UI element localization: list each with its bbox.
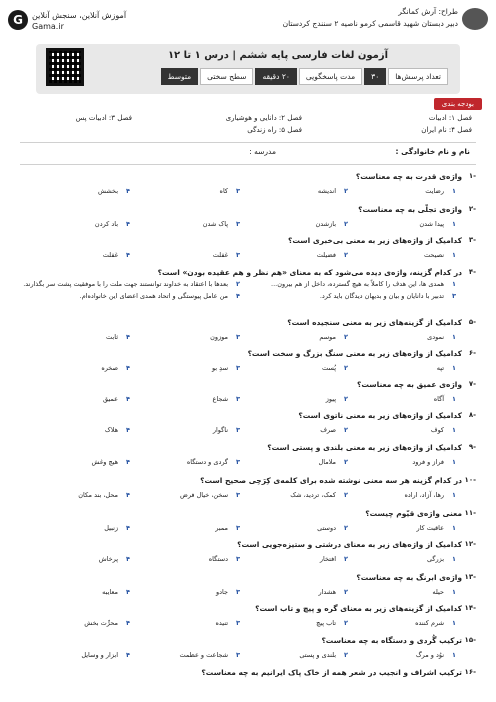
answer-option[interactable] (23, 280, 240, 288)
option-text: هلاک (104, 426, 119, 434)
option-key: ۳ (236, 524, 240, 532)
question-number: -۱۳ (464, 573, 476, 581)
answer-option[interactable] (315, 220, 348, 228)
option-key: ۱ (452, 333, 456, 341)
brand-site[interactable]: Gama.ir (32, 22, 64, 31)
answer-option[interactable] (319, 333, 348, 341)
option-key: ۴ (126, 364, 130, 372)
question-number: -۸ (468, 411, 476, 419)
brand-tagline: آموزش آنلاین، سنجش آنلاین (32, 11, 127, 20)
option-key: ۲ (344, 364, 348, 372)
option-text: همدی ‌ها، این هدف را کاملاً به هیچ ‌گسترده، داخل از هم بیرون... (271, 280, 445, 288)
answer-option[interactable] (299, 651, 348, 659)
option-text: تنیده (215, 619, 229, 627)
question-stem: در کدام گزینه هر سه معنی نوشته شده برای کلمه‌ی کِرَحِی صحیح است؟ (200, 476, 462, 485)
answer-option[interactable] (103, 251, 130, 259)
question-stem: ترکیب اشراف و انجیب در شعر همه از خاک پاک ایرانیم به چه معناست؟ (201, 668, 462, 677)
answer-option[interactable] (320, 426, 348, 434)
option-key: ۴ (126, 524, 130, 532)
option-key: ۲ (344, 651, 348, 659)
option-key: ۲ (344, 220, 348, 228)
answer-option[interactable] (425, 187, 456, 195)
option-key: ۴ (126, 187, 130, 195)
answer-option[interactable] (216, 588, 240, 596)
option-text: شجاع (212, 395, 229, 403)
question-item (20, 443, 476, 471)
option-key: ۱ (452, 458, 456, 466)
option-key: ۳ (236, 458, 240, 466)
question-item (20, 476, 476, 504)
option-text: آگاه (433, 395, 445, 403)
count-label: تعداد پرسش‌ها (388, 68, 448, 85)
question-number: -۱ (468, 172, 476, 180)
question-stem: واژه‌ی عمیق به چه معناست؟ (356, 380, 462, 389)
question-stem: کدامیک از گزینه‌های زیر به معنای گره و پیچ و تاب است؟ (255, 604, 462, 613)
answer-option[interactable] (416, 651, 456, 659)
question-item (20, 172, 476, 200)
answer-option[interactable] (81, 651, 130, 659)
question-number: -۱۰ (464, 476, 476, 484)
answer-option[interactable] (101, 364, 130, 372)
count-value: ۳۰ (364, 68, 386, 85)
option-key: ۳ (236, 588, 240, 596)
option-key: ۱ (452, 187, 456, 195)
option-key: ۲ (344, 491, 348, 499)
option-key: ۲ (344, 524, 348, 532)
answer-option[interactable] (437, 364, 456, 372)
option-key: ۳ (236, 651, 240, 659)
option-text: رضایت (425, 187, 445, 195)
option-text: پیوز (325, 395, 337, 403)
option-text: معایبه (102, 588, 119, 596)
option-key: ۳ (236, 395, 240, 403)
answer-option[interactable] (106, 333, 130, 341)
question-stem: واژه‌ی تجلّی به چه معناست؟ (358, 205, 462, 214)
option-text: فراز و فرود (412, 458, 445, 466)
brand-block[interactable] (8, 10, 126, 32)
answer-option[interactable] (404, 491, 456, 499)
option-text: عمیق (103, 395, 119, 403)
school-label: مدرسه : (249, 147, 276, 156)
option-key: ۱ (452, 555, 456, 563)
page-header (8, 6, 488, 40)
answer-option[interactable] (180, 491, 240, 499)
option-text: افتخار (319, 555, 337, 563)
answer-option[interactable] (431, 426, 456, 434)
option-text: تاب پیچ (316, 619, 337, 627)
option-key: ۴ (126, 395, 130, 403)
question-stem: ترکیب گُردی و دستگاه به چه معناست؟ (321, 636, 462, 645)
answer-option[interactable] (424, 251, 456, 259)
option-text: کوف (430, 426, 445, 434)
answer-option[interactable] (318, 458, 348, 466)
answer-option[interactable] (103, 395, 130, 403)
option-key: ۲ (344, 555, 348, 563)
question-item (20, 318, 476, 346)
option-key: ۳ (236, 187, 240, 195)
answer-option[interactable] (412, 458, 456, 466)
option-key: ۲ (344, 458, 348, 466)
option-key: ۴ (126, 555, 130, 563)
option-text: سخن، خیال فرض (179, 491, 229, 499)
option-key: ۳ (236, 491, 240, 499)
answer-option[interactable] (215, 524, 240, 532)
answer-option[interactable] (78, 491, 130, 499)
level-label: سطح سختی (200, 68, 253, 85)
answer-option[interactable] (318, 588, 348, 596)
unit-2: فصل ۲: دانایی و هوشیاری (225, 114, 302, 122)
option-key: ۱ (452, 524, 456, 532)
option-text: سدِ بو (211, 364, 229, 372)
exam-meta (161, 68, 448, 85)
answer-option[interactable] (92, 458, 130, 466)
option-key: ۱ (452, 220, 456, 228)
option-text: محل، بند مکان (78, 491, 119, 499)
question-stem: در کدام گزینه، واژه‌ی دیده می‌شود که به معنای «هم نظر و هم عقیده بودن» است؟ (157, 268, 462, 277)
answer-option[interactable] (95, 220, 130, 228)
answer-option[interactable] (419, 220, 456, 228)
question-item (20, 668, 476, 696)
answer-option[interactable] (104, 524, 130, 532)
answer-option[interactable] (326, 395, 348, 403)
option-text: بزرگی (426, 555, 445, 563)
option-key: ۴ (126, 251, 130, 259)
question-item (20, 573, 476, 601)
option-text: صخره (101, 364, 119, 372)
option-key: ۲ (344, 187, 348, 195)
option-text: نصیحت (424, 251, 445, 259)
option-text: ثابت (106, 333, 119, 341)
option-text: زنبیل (104, 524, 119, 532)
option-text: فضیلت (316, 251, 337, 259)
option-text: تپه (436, 364, 445, 372)
question-stem: معنی واژه‌ی قیّوم چیست؟ (365, 509, 462, 518)
option-text: ناگوار (212, 426, 229, 434)
question-number: -۴ (468, 268, 476, 276)
answer-option[interactable] (416, 524, 456, 532)
question-stem: کدامیک از واژه‌های زیر به معنی سنگ بزرگ و سخت است؟ (247, 349, 462, 358)
question-item (20, 268, 476, 300)
answer-option[interactable] (84, 619, 130, 627)
time-label: مدت پاسخگویی (299, 68, 362, 85)
option-text: نمودی (427, 333, 445, 341)
unit-4: فصل ۴: نام ایران (421, 126, 472, 134)
option-text: گردی و دستگاه (186, 458, 229, 466)
question-stem: کدامیک از واژه‌های زیر به معنی بلندی و پستی است؟ (267, 443, 462, 452)
budget-units (24, 112, 472, 138)
answer-option[interactable] (210, 333, 240, 341)
qr-code-icon[interactable] (46, 48, 84, 86)
option-key: ۴ (126, 619, 130, 627)
answer-option[interactable] (322, 364, 348, 372)
option-key: ۴ (126, 491, 130, 499)
answer-option[interactable] (320, 292, 456, 300)
answer-option[interactable] (432, 588, 456, 596)
question-item (20, 380, 476, 408)
option-text: من عامل پیوستگی و اتحاد همدی اعضای این خانواده‌ام. (79, 292, 229, 300)
option-text: بلندی و پستی (299, 651, 337, 659)
option-text: جادو (215, 588, 229, 596)
question-number: -۷ (468, 380, 476, 388)
option-text: پُست (322, 364, 337, 372)
question-number: -۲ (468, 205, 476, 213)
option-key: ۱ (452, 651, 456, 659)
answer-option[interactable] (99, 555, 130, 563)
option-key: ۴ (236, 292, 240, 300)
option-text: بازشدن (315, 220, 337, 228)
answer-option[interactable] (105, 426, 130, 434)
question-item (20, 236, 476, 264)
question-number: -۱۴ (464, 604, 476, 612)
option-text: ملامال (318, 458, 337, 466)
question-item (20, 509, 476, 537)
question-number: -۱۶ (464, 668, 476, 676)
option-text: رها، آزاد، اراده (404, 491, 445, 499)
answer-option[interactable] (434, 395, 456, 403)
question-stem: کدامیک از واژه‌های زیر به معنای درشتی و ستیزه‌جویی است؟ (237, 540, 462, 549)
option-text: پیدا شدن (419, 220, 445, 228)
question-item (20, 349, 476, 377)
option-text: ممبر (215, 524, 229, 532)
question-item (20, 411, 476, 439)
option-key: ۲ (344, 619, 348, 627)
question-number: -۱۵ (464, 636, 476, 644)
option-key: ۲ (344, 395, 348, 403)
option-key: ۲ (344, 251, 348, 259)
question-item (20, 636, 476, 664)
option-key: ۱ (452, 251, 456, 259)
option-text: تدبیر ‌با دانایان و بیان و بدیهان دیدگان باید کرد. (319, 292, 445, 300)
option-text: بخشش (97, 187, 119, 195)
designer-avatar (462, 8, 488, 30)
divider (20, 164, 476, 165)
option-text: هیچ وغش (91, 458, 119, 466)
question-stem: واژه‌ی ابرنگ به چه معناست؟ (356, 573, 462, 582)
divider (20, 142, 476, 143)
option-key: ۴ (126, 458, 130, 466)
answer-option[interactable] (290, 491, 348, 499)
option-key: ۱ (452, 280, 456, 288)
option-text: باد کردن (94, 220, 119, 228)
option-key: ۴ (126, 651, 130, 659)
option-key: ۳ (236, 619, 240, 627)
option-key: ۱ (452, 426, 456, 434)
option-text: اندیشه (317, 187, 337, 195)
answer-option[interactable] (415, 619, 456, 627)
option-key: ۳ (236, 426, 240, 434)
answer-option[interactable] (427, 333, 456, 341)
option-key: ۱ (452, 491, 456, 499)
time-value: ۲۰ دقیقه (255, 68, 296, 85)
option-key: ۴ (126, 333, 130, 341)
answer-option[interactable] (80, 292, 240, 300)
answer-option[interactable] (318, 187, 348, 195)
question-number: -۵ (468, 318, 476, 326)
question-number: -۶ (468, 349, 476, 357)
option-text: عاقبت کار (416, 524, 445, 532)
option-key: ۲ (344, 588, 348, 596)
option-key: ۲ (344, 333, 348, 341)
answer-option[interactable] (271, 280, 456, 288)
option-key: ۱ (452, 364, 456, 372)
budget-tag: بودجه بندی (434, 98, 482, 110)
answer-option[interactable] (203, 220, 240, 228)
option-text: غفلت (212, 251, 229, 259)
question-item (20, 540, 476, 568)
answer-option[interactable] (317, 251, 348, 259)
option-text: کمک، تردید، شک (290, 491, 337, 499)
option-key: ۱ (452, 588, 456, 596)
option-text: موزون (210, 333, 229, 341)
answer-option[interactable] (427, 555, 456, 563)
option-text: حیله (432, 588, 445, 596)
option-key: ۳ (236, 220, 240, 228)
option-key: ۳ (236, 555, 240, 563)
exam-title-box (36, 44, 460, 94)
question-number: -۳ (468, 236, 476, 244)
option-key: ۱ (452, 619, 456, 627)
question-stem: کدامیک از واژه‌های زیر به معنی بی‌خبری است؟ (287, 236, 462, 245)
answer-option[interactable] (213, 426, 240, 434)
option-key: ۴ (126, 588, 130, 596)
option-key: ۳ (236, 251, 240, 259)
answer-option[interactable] (320, 555, 348, 563)
answer-option[interactable] (98, 187, 130, 195)
option-key: ۳ (236, 333, 240, 341)
option-text: پاک شدن (202, 220, 229, 228)
option-key: ۳ (236, 364, 240, 372)
answer-option[interactable] (213, 251, 240, 259)
answer-option[interactable] (212, 364, 240, 372)
option-text: دستگاه (208, 555, 229, 563)
unit-5: فصل ۵: راه زندگی (247, 126, 302, 134)
option-text: محرِّت بخش (84, 619, 119, 627)
answer-option[interactable] (213, 395, 240, 403)
question-number: -۹ (468, 443, 476, 451)
option-key: ۱ (452, 395, 456, 403)
answer-option[interactable] (317, 524, 348, 532)
question-item (20, 604, 476, 632)
question-stem: کدامیک از واژه‌های زیر به معنی ناتوی است؟ (298, 411, 462, 420)
option-text: غفلت (102, 251, 119, 259)
option-key: ۴ (126, 426, 130, 434)
question-item (20, 205, 476, 233)
unit-1: فصل ۱: ادبیات (428, 114, 472, 122)
option-text: کاه (219, 187, 229, 195)
level-value: متوسط (161, 68, 199, 85)
option-text: هشدار (318, 588, 337, 596)
option-text: شرم کننده (415, 619, 445, 627)
exam-title: آزمون لغات فارسی پایه ششم | درس ۱ تا ۱۲ (167, 50, 389, 61)
question-number: -۱۱ (464, 509, 476, 517)
option-text: نوُد و مرگ (415, 651, 445, 659)
option-text: پرخاش (98, 555, 119, 563)
option-key: ۲ (344, 426, 348, 434)
option-text: صرف (320, 426, 337, 434)
answer-option[interactable] (180, 651, 240, 659)
answer-option[interactable] (220, 187, 240, 195)
gama-logo-icon: G (8, 10, 28, 30)
option-key: ۴ (126, 220, 130, 228)
option-text: ابزار و وسایل (81, 651, 119, 659)
answer-option[interactable] (209, 555, 240, 563)
name-label: نام و نام خانوادگی : (395, 147, 470, 156)
answer-option[interactable] (187, 458, 240, 466)
question-number: -۱۲ (464, 540, 476, 548)
option-key: ۳ (452, 292, 456, 300)
designer-block (283, 6, 488, 30)
option-text: بعدها با اعتقاد به خداوند توانستند جهت ملت را با موفقیت پشت سر بگذارند. (23, 280, 229, 288)
answer-option[interactable] (215, 619, 240, 627)
question-stem: کدامیک از گزینه‌های زیر به معنی سنجیده است؟ (287, 318, 462, 327)
option-text: شجاعت و عظمت (179, 651, 229, 659)
unit-3: فصل ۳: ادبیات پس (75, 114, 132, 122)
option-text: موسم (319, 333, 337, 341)
designer-name: طراح: آرش کمانگر (398, 7, 458, 16)
designer-school: دبیر دبستان شهید قاسمی کرمو ناصیه ۲ سنندج کردستان (282, 19, 458, 28)
question-stem: واژه‌ی قدرت به چه معناست؟ (355, 172, 462, 181)
option-key: ۲ (236, 280, 240, 288)
answer-option[interactable] (316, 619, 348, 627)
option-text: دوستی (317, 524, 337, 532)
answer-option[interactable] (102, 588, 130, 596)
